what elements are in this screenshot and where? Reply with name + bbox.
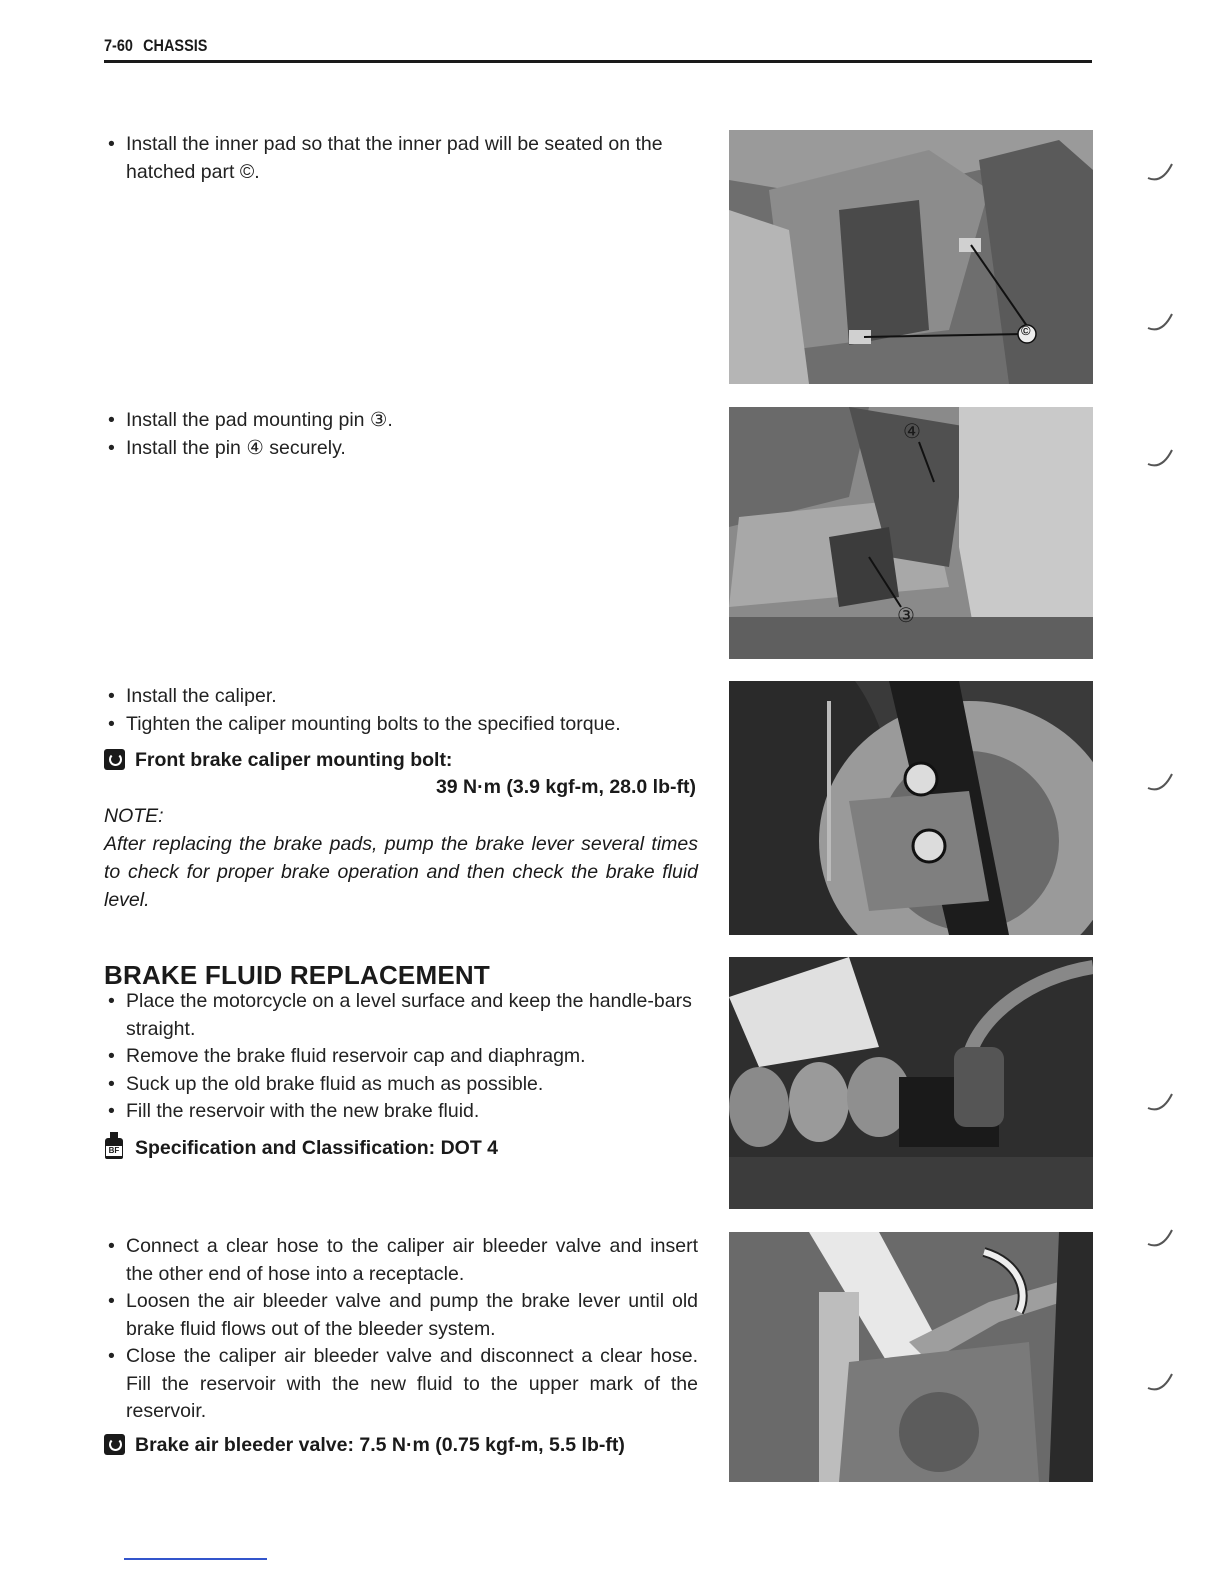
margin-tick [1146,1372,1174,1394]
list-item: • Install the pad mounting pin ③. [104,407,698,435]
inner-pad-photo [729,130,1093,384]
callout-pin3: ③ [897,605,915,627]
bleeder-torque-spec [104,1432,698,1459]
pin-instructions [104,407,698,462]
pad-pin-photo [729,407,1093,659]
reservoir-photo [729,957,1093,1209]
note-title: NOTE: [104,805,164,827]
margin-tick [1146,772,1174,794]
list-item: • Suck up the old brake fluid as much as possible. [104,1071,698,1099]
fluid-spec-label: Specification and Classification: DOT 4 [135,1137,498,1159]
inner-pad-instructions [104,131,698,186]
list-item: • Connect a clear hose to the caliper air bleeder valve and insert the other end of hose into a receptacle. [104,1233,698,1288]
brake-fluid-icon: BF [104,1132,124,1160]
list-item: • Install the inner pad so that the inner pad will be seated on the hatched part ©. [104,131,698,186]
caliper-torque-spec [104,747,696,801]
list-item: • Install the pin ④ securely. [104,435,698,463]
torque-wrench-icon [104,749,125,770]
torque-label: Front brake caliper mounting bolt: [135,749,453,771]
header-rule [104,60,1092,63]
fluid-replacement-instructions [104,988,698,1126]
list-item: • Close the caliper air bleeder valve and disconnect a clear hose. Fill the reservoir with the new fluid to the upper mark of the reservoir. [104,1343,698,1426]
margin-tick [1146,1228,1174,1250]
note-text: After replacing the brake pads, pump the brake lever several times to check for proper brake operation and then check the brake fluid level. [104,833,698,911]
margin-tick [1146,1092,1174,1114]
page-number: 7-60 [104,36,133,55]
margin-tick [1146,162,1174,184]
callout-hatched: © [1021,323,1031,338]
list-item: • Place the motorcycle on a level surface and keep the handle-bars straight. [104,988,698,1043]
list-item: • Tighten the caliper mounting bolts to the specified torque. [104,711,698,739]
fluid-spec [104,1132,698,1162]
page-header [104,36,207,56]
margin-tick [1146,448,1174,470]
margin-tick [1146,312,1174,334]
list-item: • Remove the brake fluid reservoir cap and diaphragm. [104,1043,698,1071]
torque-wrench-icon [104,1434,125,1455]
list-item: • Install the caliper. [104,683,698,711]
bleeding-instructions [104,1233,698,1426]
list-item: • Fill the reservoir with the new brake fluid. [104,1098,698,1126]
torque-value: 39 N·m (3.9 kgf-m, 28.0 lb-ft) [435,776,696,798]
section-heading: BRAKE FLUID REPLACEMENT [104,960,490,990]
list-item: • Loosen the air bleeder valve and pump the brake lever until old brake fluid flows out of the bleeder system. [104,1288,698,1343]
bleeder-photo [729,1232,1093,1482]
callout-pin4: ④ [903,421,921,443]
caliper-instructions [104,683,698,738]
section-title: CHASSIS [143,36,208,55]
caliper-photo [729,681,1093,935]
bleeder-torque-label: Brake air bleeder valve: 7.5 N·m (0.75 kgf-m, 5.5 lb-ft) [135,1434,625,1456]
footer-line [124,1558,267,1560]
